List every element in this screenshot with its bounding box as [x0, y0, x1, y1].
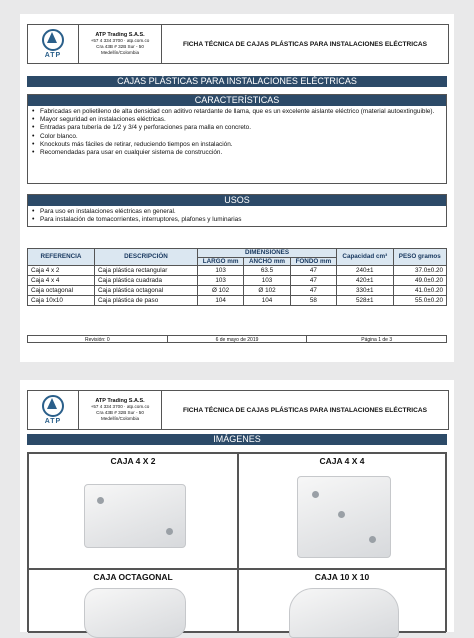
- knockout-icon: [166, 528, 173, 535]
- footer-date: 6 de mayo de 2019: [168, 336, 308, 342]
- image-cell-4x2: [28, 453, 238, 569]
- spec-table: [27, 248, 447, 306]
- cell-cap: 528±1: [337, 296, 394, 306]
- cell-ancho: Ø 102: [244, 286, 291, 296]
- cell-ref: Caja 4 x 2: [28, 266, 95, 276]
- knockout-icon: [97, 497, 104, 504]
- caracteristicas-list: [28, 106, 446, 159]
- image-grid: [27, 452, 447, 632]
- cell-fondo: 47: [290, 266, 336, 276]
- cell-fondo: 47: [290, 286, 336, 296]
- list-item: • Para uso en instalaciones eléctricas en general.: [32, 208, 442, 216]
- logo-text: ATP: [44, 418, 62, 425]
- cell-desc: Caja plástica cuadrada: [95, 276, 198, 286]
- document-header: [27, 390, 449, 430]
- main-title: CAJAS PLÁSTICAS PARA INSTALACIONES ELÉCTRICAS: [27, 76, 447, 87]
- th-largo: LARGO mm: [198, 257, 244, 266]
- list-item: • Para instalación de tomacorrientes, interruptores, plafones y luminarias: [32, 216, 442, 224]
- company-city: Medellín/Colombia: [100, 50, 140, 55]
- company-info: [79, 25, 162, 63]
- company-name: ATP Trading S.A.S.: [95, 398, 145, 404]
- cell-ancho: 63.5: [244, 266, 291, 276]
- cell-largo: 103: [198, 266, 244, 276]
- caja-octagonal-image: [84, 588, 186, 638]
- caja-4x2-image: [84, 484, 186, 548]
- image-caption: CAJA 4 X 4: [319, 456, 365, 466]
- usos-section: [27, 194, 447, 227]
- cell-cap: 240±1: [337, 266, 394, 276]
- page-2: [20, 380, 454, 632]
- cell-peso: 37.0±0.20: [393, 266, 446, 276]
- image-caption: CAJA OCTAGONAL: [93, 572, 173, 582]
- logo-text: ATP: [44, 52, 62, 59]
- cell-peso: 55.0±0.20: [393, 296, 446, 306]
- th-ancho: ANCHO mm: [244, 257, 291, 266]
- th-fondo: FONDO mm: [290, 257, 336, 266]
- cell-fondo: 47: [290, 276, 336, 286]
- knockout-icon: [312, 491, 319, 498]
- page-footer: [27, 335, 447, 343]
- caracteristicas-title: CARACTERÍSTICAS: [28, 95, 446, 106]
- cell-largo: Ø 102: [198, 286, 244, 296]
- list-item: • Fabricadas en polietileno de alta densidad con aditivo retardante de llama, que es un excelente aislante eléctrico (material autoextinguible).: [32, 108, 442, 116]
- image-cell-10x10: [238, 569, 446, 633]
- cell-cap: 330±1: [337, 286, 394, 296]
- cell-fondo: 58: [290, 296, 336, 306]
- usos-title: USOS: [28, 195, 446, 206]
- image-caption: CAJA 10 X 10: [314, 572, 370, 582]
- company-contact: +57 4 334 3700 · atp.com.co: [90, 38, 150, 43]
- table-row: [28, 296, 447, 306]
- caja-10x10-image: [289, 588, 399, 638]
- cell-ancho: 103: [244, 276, 291, 286]
- table-row: [28, 286, 447, 296]
- company-address: Cra 43B # 32B Sur - 50: [96, 44, 144, 49]
- list-item: • Entradas para tubería de 1/2 y 3/4 y perforaciones para malla en concreto.: [32, 124, 442, 132]
- logo: [28, 391, 79, 429]
- th-peso: PESO gramos: [393, 249, 446, 266]
- image-cell-4x4: [238, 453, 446, 569]
- cell-desc: Caja plástica rectangular: [95, 266, 198, 276]
- cell-desc: Caja plástica de paso: [95, 296, 198, 306]
- cell-ref: Caja octagonal: [28, 286, 95, 296]
- company-city: Medellín/Colombia: [100, 416, 140, 421]
- knockout-icon: [338, 511, 345, 518]
- cell-largo: 103: [198, 276, 244, 286]
- company-address: Cra 43B # 32B Sur - 50: [96, 410, 144, 415]
- caracteristicas-section: [27, 94, 447, 184]
- company-contact: +57 4 334 3700 · atp.com.co: [90, 404, 150, 409]
- page-1: [20, 14, 454, 362]
- imagenes-title: IMÁGENES: [27, 434, 447, 445]
- list-item: • Color blanco.: [32, 133, 442, 141]
- list-item: • Recomendadas para usar en cualquier sistema de construcción.: [32, 149, 442, 157]
- cell-largo: 104: [198, 296, 244, 306]
- th-referencia: REFERENCIA: [28, 249, 95, 266]
- logo: [28, 25, 79, 63]
- cell-peso: 41.0±0.20: [393, 286, 446, 296]
- footer-revision: Revisión: 0: [28, 336, 168, 342]
- th-dimensiones: DIMENSIONES: [198, 249, 337, 258]
- cell-ref: Caja 10x10: [28, 296, 95, 306]
- th-capacidad: Capacidad cm³: [337, 249, 394, 266]
- cell-ref: Caja 4 x 4: [28, 276, 95, 286]
- cell-desc: Caja plástica octagonal: [95, 286, 198, 296]
- atp-logo-icon: [42, 395, 64, 417]
- table-row: [28, 266, 447, 276]
- atp-logo-icon: [42, 29, 64, 51]
- usos-list: [28, 206, 446, 226]
- caja-4x4-image: [297, 476, 391, 558]
- list-item: • Mayor seguridad en instalaciones eléctricas.: [32, 116, 442, 124]
- th-descripcion: DESCRIPCIÓN: [95, 249, 198, 266]
- image-caption: CAJA 4 X 2: [110, 456, 156, 466]
- table-row: [28, 276, 447, 286]
- cell-cap: 420±1: [337, 276, 394, 286]
- document-header: [27, 24, 449, 64]
- doc-title: FICHA TÉCNICA DE CAJAS PLÁSTICAS PARA INSTALACIONES ELÉCTRICAS: [182, 40, 428, 48]
- knockout-icon: [369, 536, 376, 543]
- list-item: • Knockouts más fáciles de retirar, reduciendo tiempos en instalación.: [32, 141, 442, 149]
- footer-page: Página 1 de 3: [361, 337, 393, 343]
- cell-ancho: 104: [244, 296, 291, 306]
- cell-peso: 49.0±0.20: [393, 276, 446, 286]
- company-name: ATP Trading S.A.S.: [95, 32, 145, 38]
- image-cell-octagonal: [28, 569, 238, 633]
- doc-title: FICHA TÉCNICA DE CAJAS PLÁSTICAS PARA INSTALACIONES ELÉCTRICAS: [182, 406, 428, 414]
- company-info: [79, 391, 162, 429]
